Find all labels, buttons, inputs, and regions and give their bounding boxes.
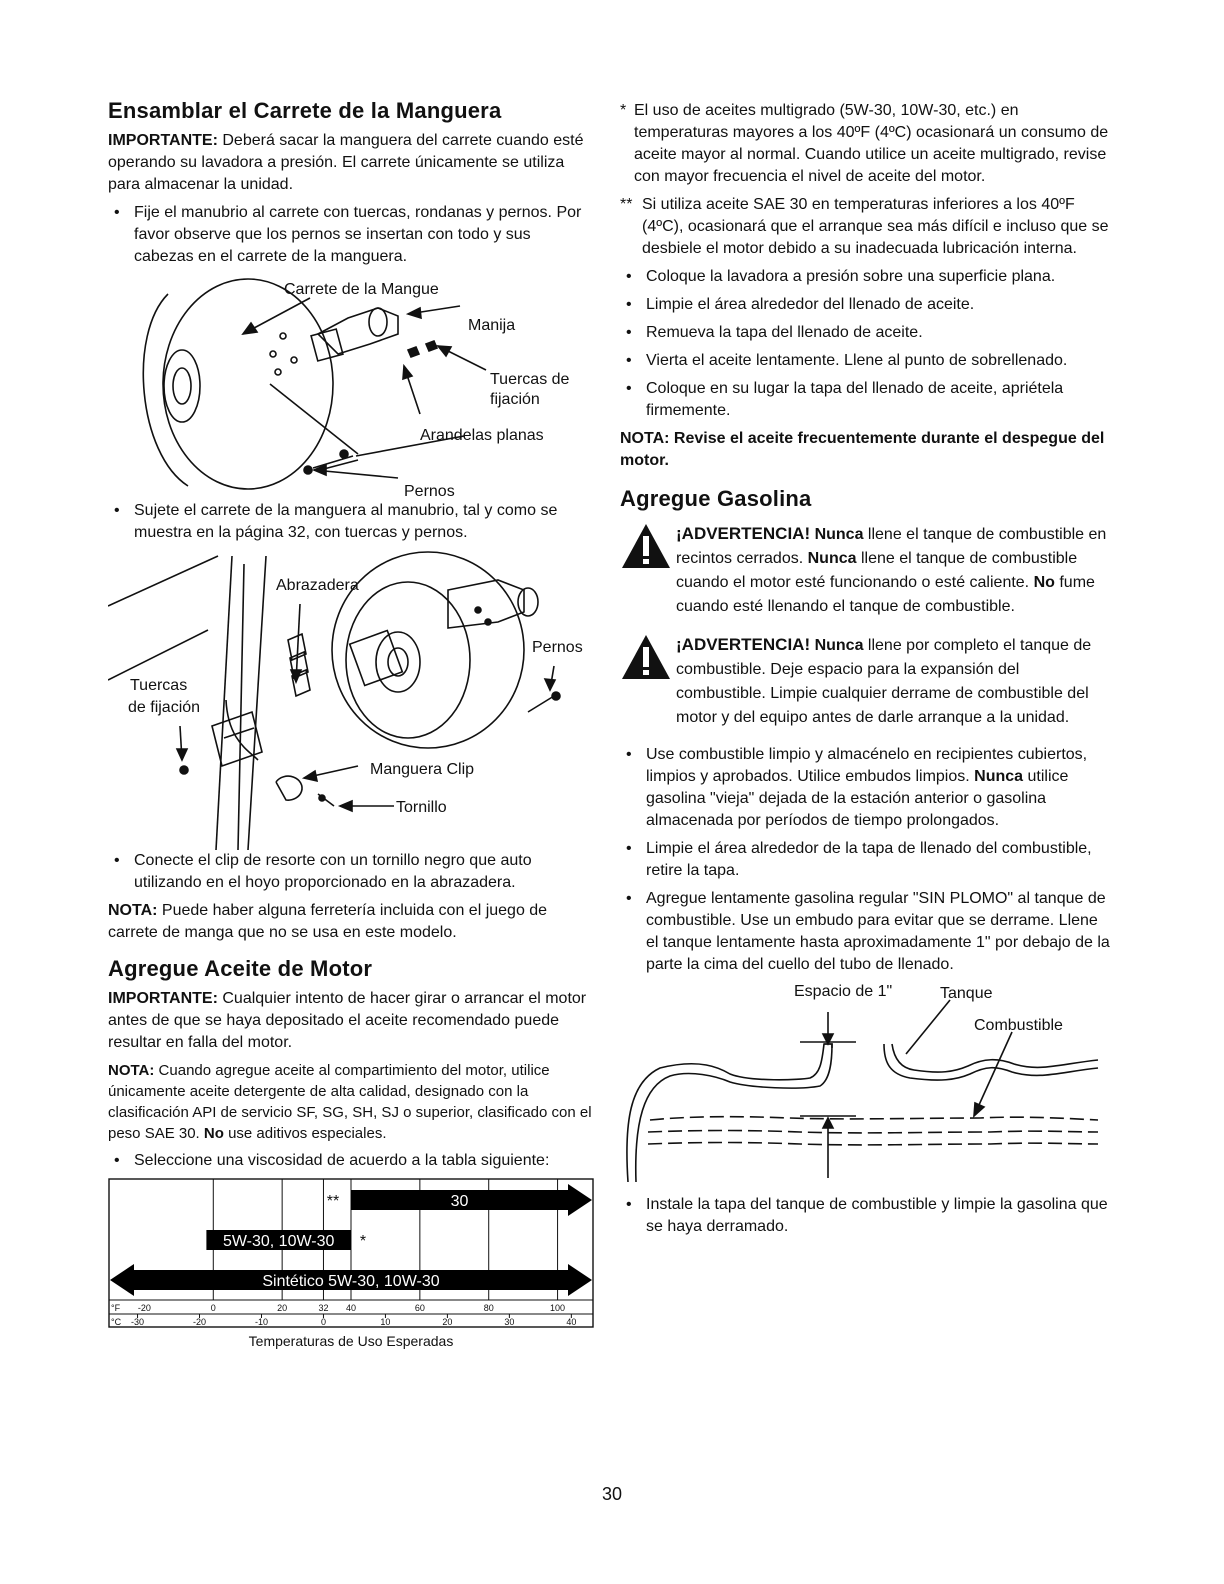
chart-c-unit: °C	[111, 1317, 122, 1327]
chart-tick-f: -20	[137, 1303, 151, 1313]
viscosity-chart	[108, 1178, 592, 1355]
note-label: NOTA:	[108, 1062, 155, 1079]
chart-tick-c: 40	[566, 1317, 577, 1327]
important-text: Deberá sacar la manguera del carrete cuando esté operando su lavadora a presión. El carrete únicamente se utiliza para almacenar la unidad.	[108, 132, 584, 193]
chart-bar-label: Sintético 5W-30, 10W-30	[262, 1273, 440, 1290]
warning-word: Nunca	[807, 550, 857, 567]
footnote-sae30	[620, 194, 1110, 260]
label-handle: Manija	[468, 317, 516, 334]
note-label: NOTA:	[108, 902, 158, 919]
list-item	[620, 744, 1110, 832]
note-text: Puede haber alguna ferretería incluida con el juego de carrete de manga que no se usa en este modelo.	[108, 902, 548, 941]
chart-tick-f: 80	[483, 1303, 494, 1313]
list-item: • Instale la tapa del tanque de combustible y limpie la gasolina que se haya derramado.	[620, 1194, 1110, 1238]
list-item: • Sujete el carrete de la manguera al manubrio, tal y como se muestra en la página 32, con tuercas y pernos.	[108, 500, 592, 544]
warning-heading: ¡ADVERTENCIA!	[676, 524, 811, 543]
important-note	[108, 130, 592, 196]
important-text: Cualquier intento de hacer girar o arrancar el motor antes de que se haya depositado el aceite recomendado puede resultar en falla del motor.	[108, 990, 587, 1051]
warning-text: llene el tanque de combustible cuando el motor esté funcionando o esté caliente.	[676, 550, 1078, 591]
warning-1-text	[676, 522, 1110, 619]
chart-tick-f: 100	[550, 1303, 566, 1313]
chart-tick-f: 32	[318, 1303, 329, 1313]
label-nuts-1: Tuercas de	[490, 371, 570, 388]
chart-tick-c: -30	[131, 1317, 145, 1327]
label-bolts: Pernos	[404, 483, 455, 496]
warning-text: llene por completo el tanque de combustible. Deje espacio para la expansión del combustible. Limpie cualquier derrame de combustible del motor y del equipo antes de darle arranque a la unidad.	[676, 637, 1092, 726]
warning-word: Nunca	[814, 526, 864, 543]
oil-steps	[620, 266, 1110, 422]
warning-2-text	[676, 633, 1110, 730]
item-bold: Nunca	[974, 768, 1024, 785]
hose-bullets-2	[108, 500, 592, 544]
fuel-tank-figure	[620, 982, 1110, 1182]
footnote-text: Si utiliza aceite SAE 30 en temperaturas inferiores a los 40ºF (4ºC), ocasionará que el arranque sea más difícil e incluso que se desbiele el motor debido a su inadecuada lubricación interna.	[642, 196, 1109, 257]
hose-reel-handle-figure	[108, 274, 592, 496]
label-reel: Carrete de la Mangue	[284, 281, 439, 298]
chart-tick-f: 60	[414, 1303, 425, 1313]
chart-tick-c: 30	[504, 1317, 515, 1327]
label-nuts-4: de fijación	[128, 699, 201, 716]
warning-icon	[620, 633, 672, 681]
chart-f-unit: °F	[111, 1303, 121, 1313]
label-bolts-2: Pernos	[532, 639, 583, 656]
note-text-b: use aditivos especiales.	[223, 1125, 387, 1142]
footnote-mark: **	[620, 196, 633, 213]
viscosity-chart-svg	[108, 1178, 594, 1350]
oil-check-note: NOTA: Revise el aceite frecuentemente durante el despegue del motor.	[620, 430, 1105, 469]
chart-tick-f: 20	[277, 1303, 288, 1313]
left-column	[108, 98, 592, 1355]
chart-tick-f: 40	[345, 1303, 357, 1313]
oil-important	[108, 988, 592, 1054]
warning-word: No	[1033, 574, 1055, 591]
oil-note	[108, 1060, 592, 1144]
warning-text: fume cuando esté llenando el tanque de combustible.	[676, 574, 1095, 615]
chart-marker: *	[359, 1233, 367, 1250]
list-item: • Seleccione una viscosidad de acuerdo a la tabla siguiente:	[108, 1150, 592, 1172]
chart-bar-label: 5W-30, 10W-30	[222, 1233, 335, 1250]
right-column	[620, 100, 1110, 1244]
warning-heading: ¡ADVERTENCIA!	[676, 635, 811, 654]
label-tank: Tanque	[940, 985, 993, 1002]
chart-tick-f: 0	[210, 1303, 216, 1313]
warning-text: llene el tanque de combustible en recintos cerrados.	[676, 526, 1107, 567]
note-no: No	[203, 1125, 224, 1142]
chart-arrowhead	[568, 1264, 592, 1296]
chart-arrowhead	[568, 1184, 592, 1216]
label-space: Espacio de 1"	[794, 983, 893, 1000]
hardware-note	[108, 900, 592, 944]
list-item: • Limpie el área alrededor del llenado de aceite.	[620, 294, 1110, 316]
hose-clip-figure	[108, 550, 592, 850]
chart-tick-c: -10	[254, 1317, 268, 1327]
footnote-mark: *	[620, 102, 627, 119]
list-item: • Conecte el clip de resorte con un tornillo negro que auto utilizando en el hoyo proporcionado en la abrazadera.	[108, 850, 592, 894]
chart-tick-c: 0	[320, 1317, 326, 1327]
chart-marker: **	[326, 1193, 340, 1210]
label-washers: Arandelas planas	[420, 427, 544, 444]
list-item: • Fije el manubrio al carrete con tuercas, rondanas y pernos. Por favor observe que los pernos se insertan con todo y sus cabezas en el carrete de la manguera.	[108, 202, 592, 268]
chart-tick-c: 10	[380, 1317, 391, 1327]
label-nuts-2: fijación	[490, 391, 540, 408]
label-fuel: Combustible	[974, 1017, 1063, 1034]
list-item: • Agregue lentamente gasolina regular "SIN PLOMO" al tanque de combustible. Use un embudo para evitar que se derrame. Llene el tanque lentamente hasta aproximadamente 1" por debajo de la parte la cima del cuello del tubo de llenado.	[620, 888, 1110, 976]
oil-bullets	[108, 1150, 592, 1172]
warning-1	[620, 522, 1110, 619]
footnote-text: El uso de aceites multigrado (5W-30, 10W-30, etc.) en temperaturas mayores a los 40ºF (4ºC) ocasionará un consumo de aceite mayor al normal. Cuando utilice un aceite multigrado, revise con mayor frecuencia el nivel de aceite del motor.	[634, 102, 1109, 185]
page-number: 30	[601, 1484, 623, 1504]
gas-steps-2	[620, 1194, 1110, 1238]
oil-title: Agregue Aceite de Motor	[108, 956, 373, 981]
chart-arrowhead	[110, 1264, 134, 1296]
hose-reel-title: Ensamblar el Carrete de la Manguera	[108, 98, 502, 123]
chart-xlabel: Temperaturas de Uso Esperadas	[248, 1333, 454, 1349]
hose-bullets-1	[108, 202, 592, 268]
note-text-a: Cuando agregue aceite al compartimiento del motor, utilice únicamente aceite detergente de alta calidad, designado con la clasificación API de servicio SF, SG, SH, SJ o superior, clasificado con el peso SAE 30.	[108, 1062, 592, 1142]
chart-tick-c: -20	[193, 1317, 207, 1327]
label-screw: Tornillo	[396, 799, 447, 816]
warning-2	[620, 633, 1110, 730]
list-item: • Limpie el área alrededor de la tapa de llenado del combustible, retire la tapa.	[620, 838, 1110, 882]
label-bracket: Abrazadera	[276, 577, 359, 594]
important-label: IMPORTANTE:	[108, 132, 218, 149]
list-item: • Coloque la lavadora a presión sobre una superficie plana.	[620, 266, 1110, 288]
footnote-multigrade	[620, 100, 1110, 188]
important-label: IMPORTANTE:	[108, 990, 218, 1007]
warning-word: Nunca	[814, 637, 864, 654]
list-item: • Vierta el aceite lentamente. Llene al punto de sobrellenado.	[620, 350, 1110, 372]
hose-bullets-3	[108, 850, 592, 894]
gas-title: Agregue Gasolina	[620, 486, 812, 511]
item-text: Use combustible limpio y almacénelo en recipientes cubiertos, limpios y aprobados. Utilice embudos limpios.	[646, 746, 1088, 785]
chart-bar-label: 30	[450, 1193, 469, 1210]
label-clip: Manguera Clip	[370, 761, 475, 778]
list-item: • Remueva la tapa del llenado de aceite.	[620, 322, 1110, 344]
warning-icon	[620, 522, 672, 570]
item-text: utilice gasolina "vieja" dejada de la estación anterior o gasolina almacenada por períodos de tiempo prolongados.	[646, 768, 1069, 829]
chart-tick-c: 20	[442, 1317, 453, 1327]
label-nuts-3: Tuercas	[130, 677, 188, 694]
gas-steps	[620, 744, 1110, 976]
list-item: • Coloque en su lugar la tapa del llenado de aceite, apriétela firmemente.	[620, 378, 1110, 422]
